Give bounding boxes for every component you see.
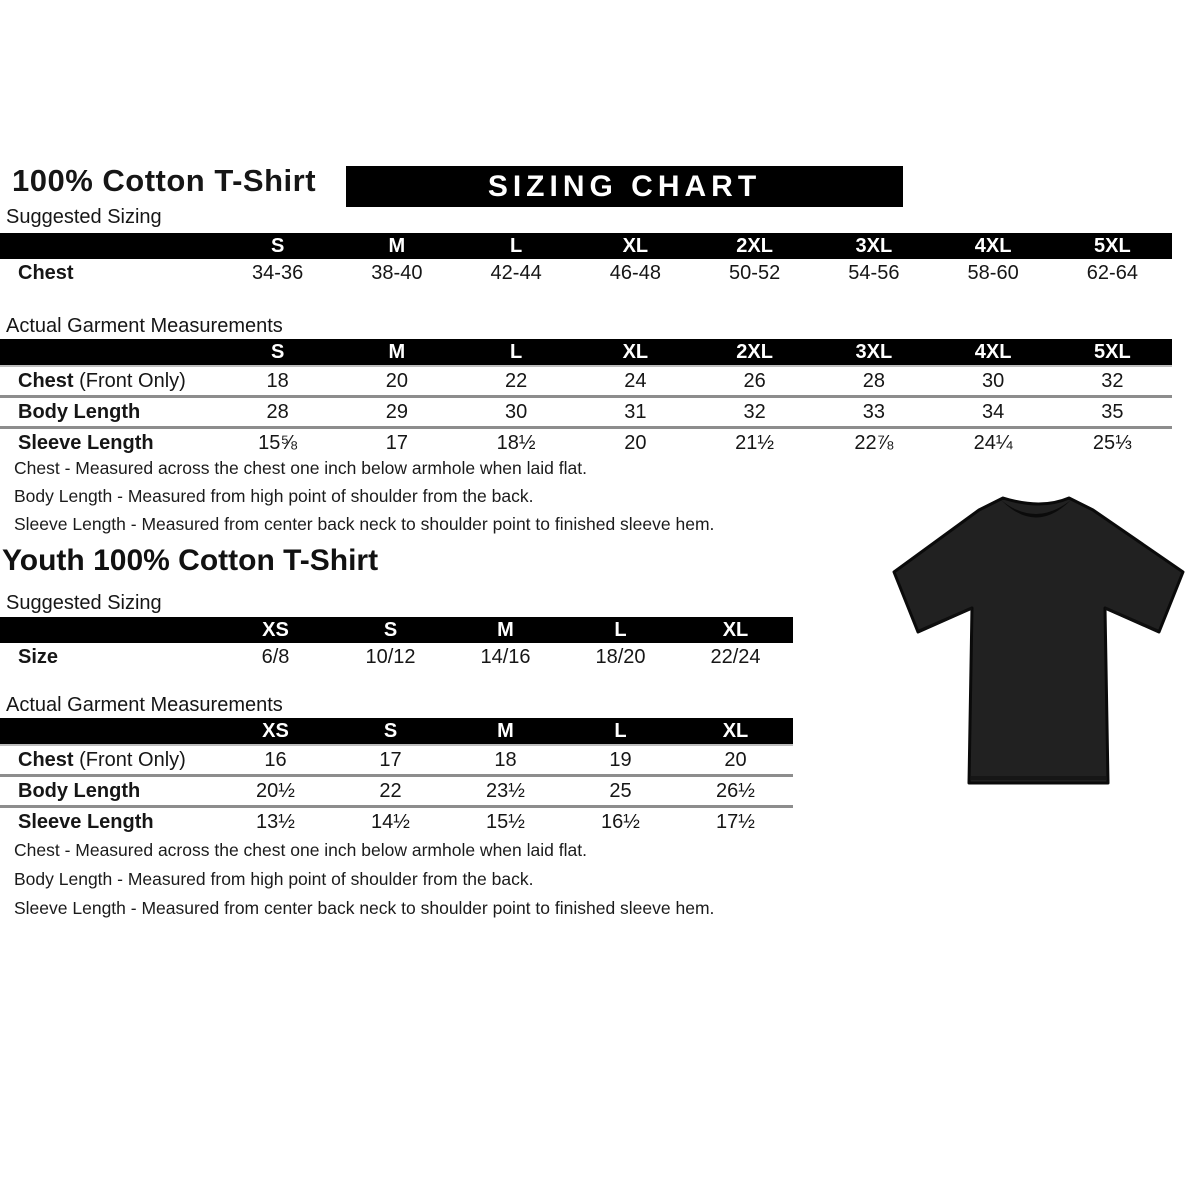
measurement-value: 20 <box>678 745 793 776</box>
tshirt-body-shape <box>894 498 1183 783</box>
measurement-value: 54-56 <box>848 261 900 284</box>
measurement-row <box>0 259 1172 287</box>
measurement-value: 17½ <box>678 807 793 837</box>
measurement-value: 25⅓ <box>1053 428 1172 458</box>
sizing-chart-banner <box>346 166 903 207</box>
page-title: 100% Cotton T-Shirt <box>12 163 317 198</box>
measurement-row <box>0 643 793 671</box>
measurement-value: 31 <box>576 397 695 428</box>
size-column-header: M <box>337 339 456 366</box>
size-column-header: M <box>448 718 563 745</box>
size-column-header: L <box>457 233 576 259</box>
measurement-value: 34-36 <box>252 261 304 284</box>
measurement-value: 46-48 <box>609 261 661 284</box>
measurement-value: 17 <box>337 428 456 458</box>
measurement-value: 21½ <box>695 428 814 458</box>
measurement-value: 16½ <box>563 807 678 837</box>
size-header-spacer <box>0 233 218 259</box>
size-column-header: 3XL <box>814 339 933 366</box>
size-column-header: M <box>337 233 456 259</box>
measurement-value: 26½ <box>678 776 793 807</box>
measurement-value: 22 <box>457 366 576 397</box>
measurement-value: 58-60 <box>967 261 1019 284</box>
size-column-header: XL <box>678 718 793 745</box>
size-column-header: XL <box>576 339 695 366</box>
measurement-row-label: Chest <box>18 261 74 284</box>
measurement-value: 30 <box>457 397 576 428</box>
measurement-value: 20 <box>576 428 695 458</box>
measurement-note-chest: Chest - Measured across the chest one inch below armhole when laid flat. <box>14 840 587 860</box>
measurement-value: 35 <box>1053 397 1172 428</box>
measurement-row-label: Sleeve Length <box>0 807 218 837</box>
size-column-header: 5XL <box>1053 233 1172 259</box>
measurement-value: 24 <box>576 366 695 397</box>
measurement-row-label: Sleeve Length <box>0 428 218 458</box>
youth-actual-measurements-label: Actual Garment Measurements <box>6 694 283 716</box>
measurement-value: 16 <box>218 745 333 776</box>
measurement-row-label: Size <box>18 645 59 668</box>
measurement-value: 15½ <box>448 807 563 837</box>
measurement-value: 20½ <box>218 776 333 807</box>
measurement-value: 18 <box>218 366 337 397</box>
size-column-header: S <box>333 617 448 643</box>
youth-actual-measurements-table <box>0 718 793 836</box>
measurement-row-label: Body Length <box>0 776 218 807</box>
measurement-value: 32 <box>695 397 814 428</box>
adult-measurement-notes <box>14 459 714 543</box>
measurement-value: 22/24 <box>710 645 761 668</box>
measurement-row <box>0 397 1172 428</box>
measurement-value: 62-64 <box>1086 261 1138 284</box>
size-column-header: 4XL <box>934 339 1053 366</box>
measurement-value: 33 <box>814 397 933 428</box>
youth-suggested-sizing-table <box>0 617 793 671</box>
measurement-note-sleeve-length: Sleeve Length - Measured from center back neck to shoulder point to finished sleeve hem. <box>14 514 715 534</box>
adult-actual-measurements-label: Actual Garment Measurements <box>6 315 283 337</box>
measurement-value: 25 <box>563 776 678 807</box>
youth-section-title: Youth 100% Cotton T-Shirt <box>2 544 379 577</box>
measurement-value: 14/16 <box>480 645 531 668</box>
youth-suggested-sizing-label: Suggested Sizing <box>6 592 458 621</box>
measurement-value: 13½ <box>218 807 333 837</box>
size-column-header: S <box>218 233 337 259</box>
size-column-header: L <box>563 718 678 745</box>
measurement-row <box>0 807 793 837</box>
measurement-value: 50-52 <box>729 261 781 284</box>
measurement-row-label: Chest (Front Only) <box>0 366 218 397</box>
size-header-spacer <box>0 617 218 643</box>
measurement-value: 42-44 <box>490 261 542 284</box>
size-column-header: XL <box>678 617 793 643</box>
size-column-header: 2XL <box>695 339 814 366</box>
measurement-value: 14½ <box>333 807 448 837</box>
measurement-value: 30 <box>934 366 1053 397</box>
measurement-value: 29 <box>337 397 456 428</box>
size-column-header: L <box>563 617 678 643</box>
size-column-header: 2XL <box>695 233 814 259</box>
size-column-header: S <box>333 718 448 745</box>
measurement-value: 19 <box>563 745 678 776</box>
measurement-row-label: Body Length <box>0 397 218 428</box>
size-header-spacer <box>0 339 218 366</box>
measurement-value: 26 <box>695 366 814 397</box>
measurement-value: 6/8 <box>261 645 290 668</box>
adult-suggested-sizing-table <box>0 233 1172 287</box>
size-header-spacer <box>0 718 218 745</box>
measurement-note-body-length: Body Length - Measured from high point of shoulder from the back. <box>14 486 534 506</box>
measurement-value: 28 <box>218 397 337 428</box>
measurement-value: 22⅞ <box>814 428 933 458</box>
measurement-value: 34 <box>934 397 1053 428</box>
measurement-value: 17 <box>333 745 448 776</box>
measurement-row <box>0 366 1172 397</box>
size-column-header: 3XL <box>814 233 933 259</box>
measurement-value: 20 <box>337 366 456 397</box>
youth-measurement-notes <box>14 841 714 928</box>
size-column-header: XS <box>218 617 333 643</box>
measurement-value: 22 <box>333 776 448 807</box>
size-column-header: L <box>457 339 576 366</box>
measurement-note-chest: Chest - Measured across the chest one inch below armhole when laid flat. <box>14 458 587 478</box>
size-column-header: 4XL <box>934 233 1053 259</box>
measurement-value: 18/20 <box>595 645 646 668</box>
measurement-value: 28 <box>814 366 933 397</box>
measurement-value: 10/12 <box>365 645 416 668</box>
adult-suggested-sizing-label: Suggested Sizing <box>6 206 1170 235</box>
measurement-row <box>0 428 1172 458</box>
adult-actual-measurements-table <box>0 339 1172 457</box>
measurement-value: 38-40 <box>371 261 423 284</box>
measurement-value: 32 <box>1053 366 1172 397</box>
measurement-value: 15⅝ <box>218 428 337 458</box>
measurement-value: 18½ <box>457 428 576 458</box>
size-column-header: XL <box>576 233 695 259</box>
measurement-note-sleeve-length: Sleeve Length - Measured from center back neck to shoulder point to finished sleeve hem. <box>14 898 715 918</box>
size-column-header: S <box>218 339 337 366</box>
size-column-header: 5XL <box>1053 339 1172 366</box>
measurement-row-label: Chest (Front Only) <box>0 745 218 776</box>
sizing-chart-banner-label: SIZING CHART <box>487 169 762 203</box>
measurement-value: 24¼ <box>934 428 1053 458</box>
measurement-row <box>0 776 793 807</box>
measurement-note-body-length: Body Length - Measured from high point of shoulder from the back. <box>14 869 534 889</box>
size-column-header: M <box>448 617 563 643</box>
measurement-row <box>0 745 793 776</box>
measurement-value: 23½ <box>448 776 563 807</box>
measurement-value: 18 <box>448 745 563 776</box>
size-column-header: XS <box>218 718 333 745</box>
black-tshirt-image <box>885 478 1197 808</box>
